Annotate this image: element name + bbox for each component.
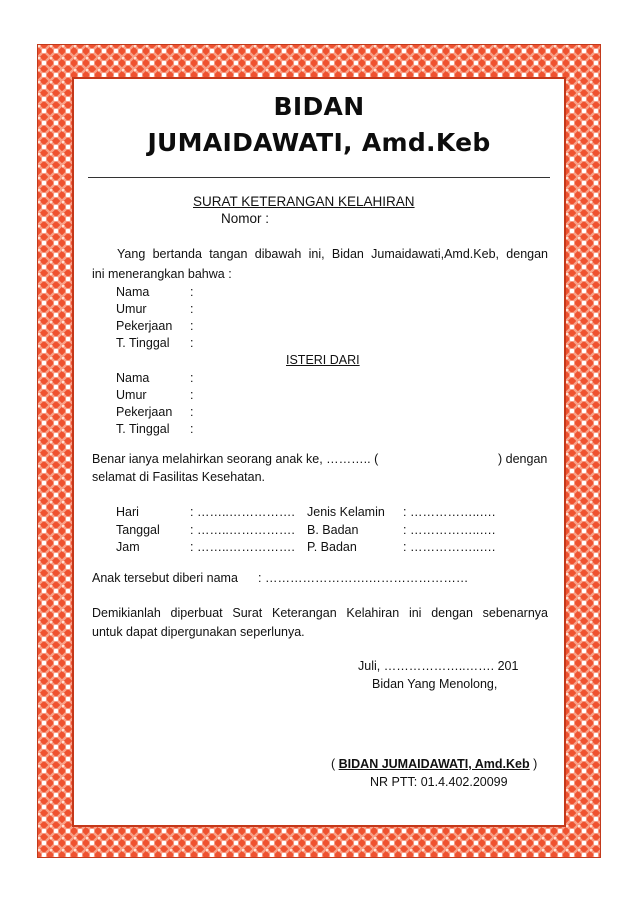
- person-address-label: T. Tinggal: [116, 336, 170, 350]
- weight-label: B. Badan: [307, 523, 359, 537]
- person-age-colon: :: [190, 302, 194, 316]
- child-name-label: Anak tersebut diberi nama: [92, 571, 238, 585]
- closing-line-2: untuk dapat dipergunakan seperlunya.: [92, 625, 305, 639]
- day-label: Hari: [116, 505, 139, 519]
- person-name-label: Nama: [116, 285, 150, 299]
- spouse-address-label: T. Tinggal: [116, 422, 170, 436]
- spouse-name-label: Nama: [116, 371, 150, 385]
- birth-line-1-end: ) dengan: [498, 452, 548, 466]
- time-value: : ……..…………….: [190, 540, 295, 554]
- day-value: : ……..…………….: [190, 505, 295, 519]
- signature-name-line: [331, 756, 537, 772]
- date-label: Tanggal: [116, 523, 160, 537]
- spouse-heading: ISTERI DARI: [286, 353, 360, 367]
- birth-line-1-start: Benar ianya melahirkan seorang anak ke, ……….. (: [92, 452, 379, 466]
- child-name-value: : …………………….……………………: [258, 571, 469, 585]
- weight-value: : ……………..….: [403, 523, 496, 537]
- sig-close: ): [529, 757, 538, 771]
- person-name-colon: :: [190, 285, 194, 299]
- nomor-label: Nomor :: [221, 211, 270, 226]
- person-age-label: Umur: [116, 302, 147, 316]
- date-value: : ……..…………….: [190, 523, 295, 537]
- gender-value: : ……………..….: [403, 505, 496, 519]
- spouse-age-label: Umur: [116, 388, 147, 402]
- title-line-2: JUMAIDAWATI, Amd.Keb: [147, 128, 491, 157]
- intro-line-2: ini menerangkan bahwa :: [92, 267, 232, 281]
- spouse-job-colon: :: [190, 405, 194, 419]
- spouse-name-colon: :: [190, 371, 194, 385]
- spouse-age-colon: :: [190, 388, 194, 402]
- gender-label: Jenis Kelamin: [307, 505, 385, 519]
- person-job-label: Pekerjaan: [116, 319, 173, 333]
- length-value: : ……………..….: [403, 540, 496, 554]
- spouse-job-label: Pekerjaan: [116, 405, 173, 419]
- signer-role: Bidan Yang Menolong,: [372, 677, 498, 691]
- document-heading: SURAT KETERANGAN KELAHIRAN: [193, 194, 415, 209]
- nr-ptt: NR PTT: 01.4.402.20099: [370, 775, 508, 789]
- signer-name: BIDAN JUMAIDAWATI, Amd.Keb: [338, 757, 530, 771]
- intro-line-1: Yang bertanda tangan dibawah ini, Bidan Jumaidawati,Amd.Keb, dengan: [117, 247, 548, 261]
- birth-line-2: selamat di Fasilitas Kesehatan.: [92, 470, 266, 484]
- person-job-colon: :: [190, 319, 194, 333]
- date-line: Juli, ………………..……. 201: [358, 659, 519, 673]
- closing-line-1: Demikianlah diperbuat Surat Keterangan Kelahiran ini dengan sebenarnya: [92, 606, 548, 620]
- length-label: P. Badan: [307, 540, 357, 554]
- header-divider: [88, 177, 550, 178]
- spouse-address-colon: :: [190, 422, 194, 436]
- person-address-colon: :: [190, 336, 194, 350]
- sig-open: (: [331, 757, 339, 771]
- title-line-1: BIDAN: [273, 92, 365, 121]
- time-label: Jam: [116, 540, 140, 554]
